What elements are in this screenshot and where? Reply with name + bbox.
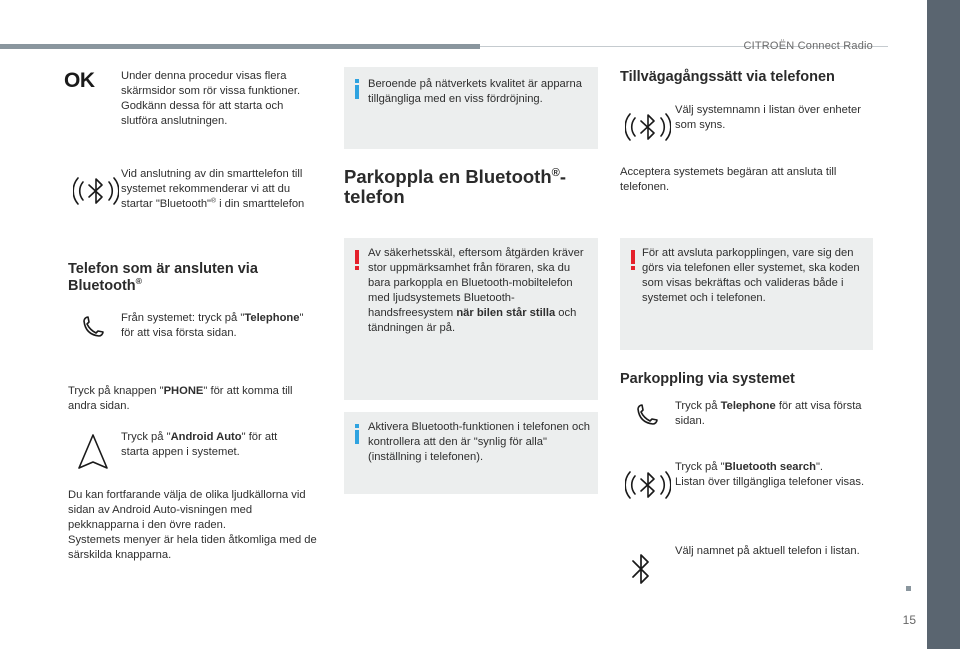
warning-text-safety: Av säkerhetsskäl, eftersom åtgärden kräver stor uppmärksamhet från föraren, ska du bara parkoppla en Bluetooth-mobiltelefon med ljudsystemets Bluetooth-handsfreesystem när bilen står stilla och tändningen är på. — [368, 247, 584, 334]
side-tab — [927, 0, 960, 649]
bluetooth-wireless-icon — [625, 104, 671, 150]
section-title-pairing: Parkoppla en Bluetooth®- telefon — [344, 166, 566, 207]
header-title: CITROËN Connect Radio — [743, 40, 873, 52]
warning-box-safety — [344, 238, 598, 400]
bluetooth-paragraph: Vid anslutning av din smarttelefon till systemet rekommenderar vi att du startar "Bluetooth"® i din smarttelefon — [121, 168, 305, 210]
bluetooth-wireless-icon — [625, 462, 671, 508]
phone-icon — [80, 314, 106, 340]
phone-icon — [634, 402, 660, 428]
final-paragraph: Du kan fortfarande välja de olika ljudkällorna vid sidan av Android Auto-visningen med pekknapparna i den övre raden. Systemets menyer är hela tiden åtkomliga med de särskilda knapparna. — [68, 489, 317, 561]
accept-paragraph: Acceptera systemets begäran att ansluta till telefonen. — [620, 166, 837, 193]
warning-text-code: För att avsluta parkopplingen, vare sig den görs via telefonen eller systemet, ska koden som visas bekräftas och valideras både i systemet och i telefonen. — [642, 247, 860, 304]
info-box-network — [344, 67, 598, 149]
step-select-system: Välj systemnamn i listan över enheter som syns. — [675, 104, 861, 131]
android-auto-paragraph: Tryck på "Android Auto" för att starta appen i systemet. — [121, 431, 278, 458]
info-icon — [354, 424, 360, 449]
android-auto-icon — [76, 432, 110, 472]
info-box-visibility — [344, 412, 598, 494]
section-title-via-phone: Tillvägagångssätt via telefonen — [620, 69, 835, 85]
section-title-connected: Telefon som är ansluten via Bluetooth® — [68, 261, 258, 294]
page-number: 15 — [902, 613, 916, 627]
ok-paragraph: Under denna procedur visas flera skärmsidor som rör vissa funktioner. Godkänn dessa för att starta och slutföra anslutningen. — [121, 70, 301, 127]
step-bluetooth-search: Tryck på "Bluetooth search". Listan över tillgängliga telefoner visas. — [675, 461, 865, 488]
section-title-via-system: Parkoppling via systemet — [620, 371, 795, 387]
info-icon — [354, 79, 360, 104]
bluetooth-wireless-icon — [73, 168, 119, 214]
step-telephone: Tryck på Telephone för att visa första sidan. — [675, 400, 862, 427]
step-select-phone: Välj namnet på aktuell telefon i listan. — [675, 545, 860, 557]
header-rule — [0, 44, 480, 49]
continuation-marker — [906, 586, 911, 591]
warning-icon — [630, 250, 636, 275]
warning-box-code — [620, 238, 873, 350]
telephone-paragraph: Från systemet: tryck på "Telephone" för att visa första sidan. — [121, 312, 304, 339]
ok-icon: OK — [64, 69, 95, 92]
info-text-visibility: Aktivera Bluetooth-funktionen i telefonen och kontrollera att den är "synlig för alla" (inställning i telefonen). — [368, 421, 591, 463]
info-text-network: Beroende på nätverkets kvalitet är apparna tillgängliga med en viss fördröjning. — [368, 78, 582, 105]
bluetooth-icon — [628, 549, 654, 589]
warning-icon — [354, 250, 360, 275]
phone-button-paragraph: Tryck på knappen "PHONE" för att komma till andra sidan. — [68, 385, 293, 412]
